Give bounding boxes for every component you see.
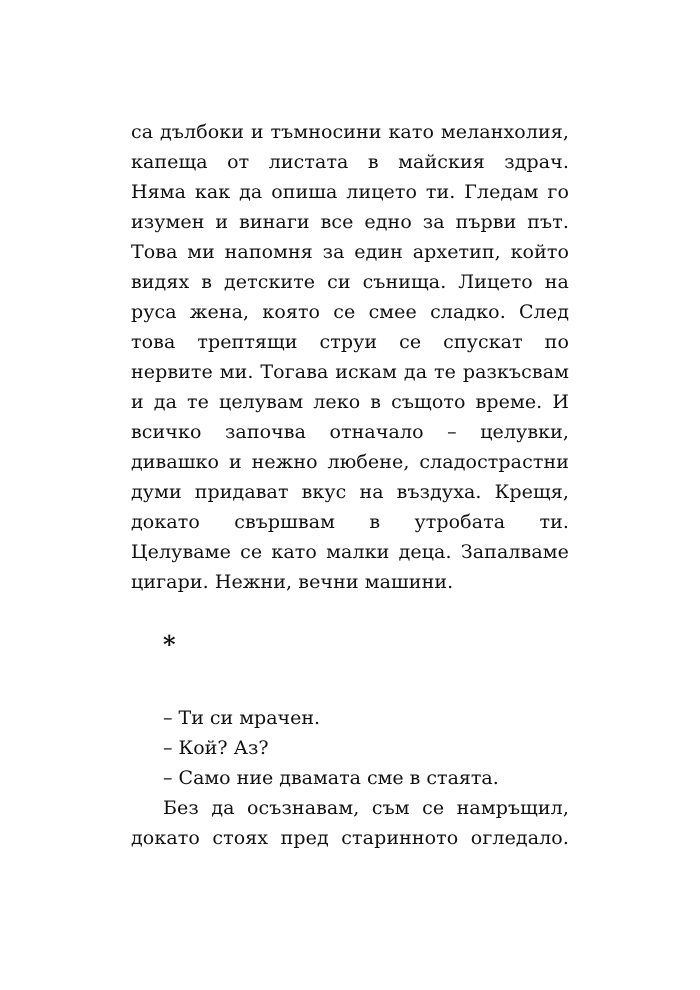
text-line: капеща от листата в майския здрач. (131, 151, 569, 173)
dialogue-line: – Кой? Аз? (163, 737, 269, 759)
section-separator: * (163, 630, 176, 659)
text-line: и да те целувам леко в същото време. И (131, 391, 569, 413)
text-line: дивашко и нежно любене, сладострастни (131, 451, 569, 473)
text-line: видях в детските си сънища. Лицето на (131, 271, 569, 293)
paragraph (131, 117, 569, 597)
text-line: всичко започва отначало – целувки, (131, 421, 569, 443)
text-line: изумен и винаги все едно за първи път. (131, 211, 569, 233)
paragraph (131, 793, 569, 853)
text-line: докато стоях пред старинното огледало. (131, 827, 569, 849)
text-line: Това ми напомня за един архетип, който (131, 241, 569, 263)
text-line: руса жена, която се смее сладко. След (131, 301, 569, 323)
text-line: нервите ми. Тогава искам да те разкъсвам (131, 361, 569, 383)
text-line: това трептящи струи се спускат по (131, 331, 569, 353)
dialogue-line: – Само ние двамата сме в стаята. (163, 767, 499, 789)
text-line: думи придават вкус на въздуха. Крещя, (131, 481, 569, 503)
dialogue (163, 703, 499, 793)
text-line: Целуваме се като малки деца. Запалваме (131, 541, 569, 563)
text-line: Няма как да опиша лицето ти. Гледам го (131, 181, 569, 203)
dialogue-line: – Ти си мрачен. (163, 707, 321, 729)
text-line: докато свършвам в утробата ти. (131, 511, 569, 533)
text-line: Без да осъзнавам, съм се намръщил, (163, 797, 569, 819)
text-line: са дълбоки и тъмносини като меланхолия, (131, 121, 569, 143)
text-line: цигари. Нежни, вечни машини. (131, 571, 454, 593)
